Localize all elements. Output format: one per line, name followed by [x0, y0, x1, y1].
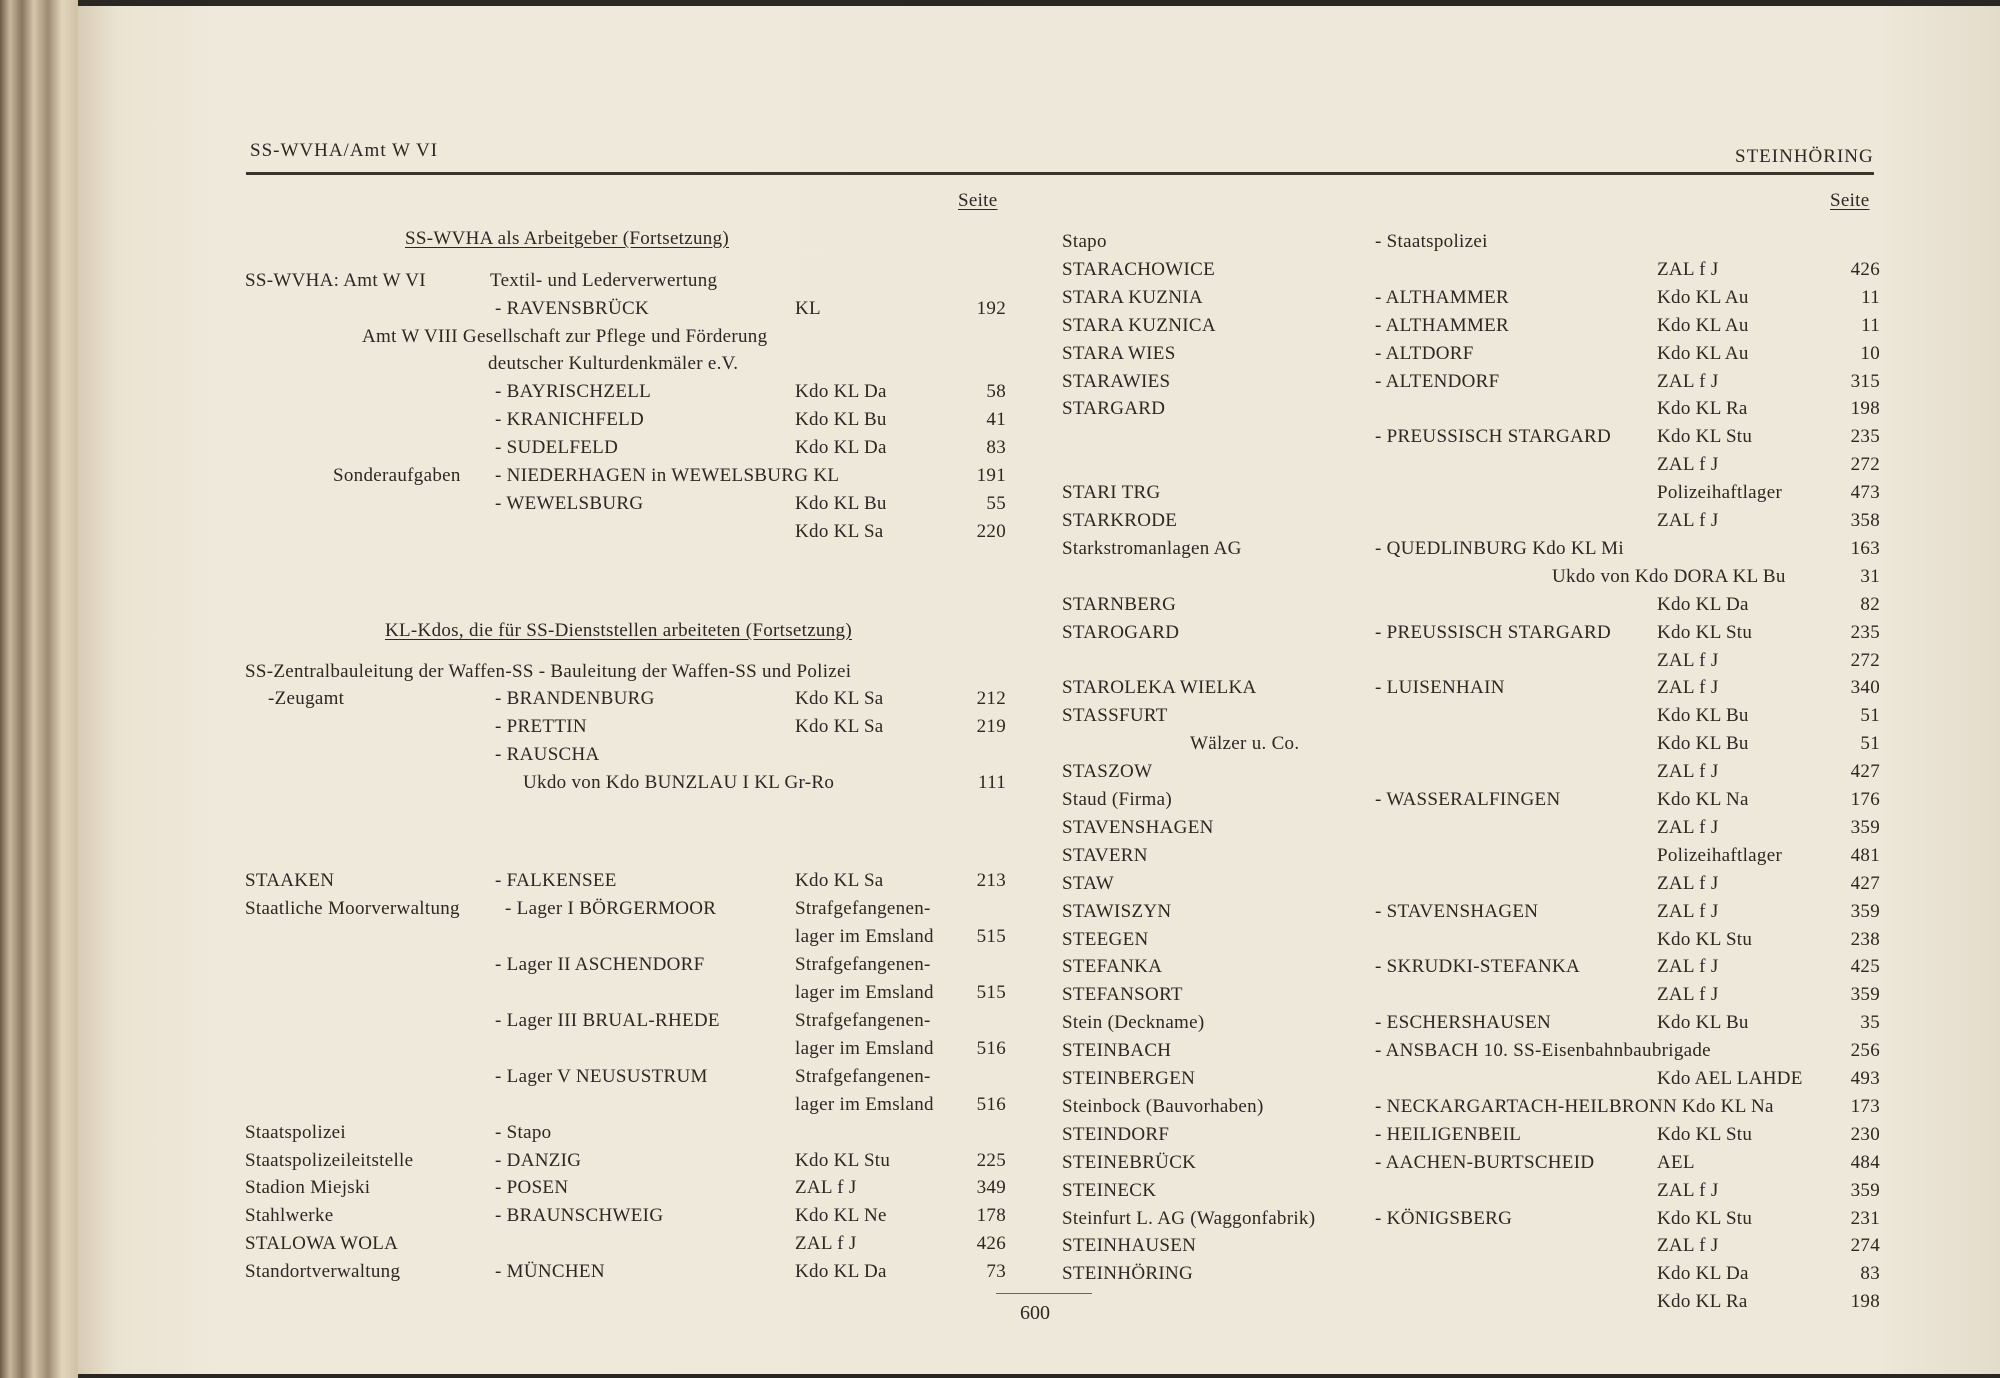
entry-name: STAROLEKA WIELKA [1062, 677, 1257, 698]
entry-page: 349 [976, 1177, 1006, 1198]
entry-page: 51 [1860, 705, 1880, 726]
entry-name: STASZOW [1062, 761, 1153, 782]
entry-name: STARNBERG [1062, 594, 1177, 615]
entry-page: 83 [986, 437, 1006, 458]
entry-page: 481 [1850, 845, 1880, 866]
entry-page: 219 [976, 716, 1006, 737]
entry-name: STEINBERGEN [1062, 1068, 1196, 1089]
entry-page: 359 [1850, 817, 1880, 838]
entry-type: lager im Emsland [795, 926, 934, 947]
entry-type: Kdo KL Bu [1657, 733, 1749, 754]
entry-page: 272 [1850, 454, 1880, 475]
entry-name: STARA KUZNICA [1062, 315, 1216, 336]
entry-name: STARKRODE [1062, 510, 1178, 531]
entry-page: 426 [1850, 259, 1880, 280]
entry-place: - BAYRISCHZELL [495, 381, 652, 402]
entry-place: - KÖNIGSBERG [1375, 1208, 1513, 1229]
entry-type: Strafgefangenen- [795, 898, 931, 919]
entry-type: Polizeihaftlager [1657, 845, 1783, 866]
entry-type: Kdo KL Da [1657, 594, 1749, 615]
entry-type: ZAL f J [1657, 761, 1719, 782]
entry-type: KL [795, 298, 821, 319]
entry-type: Kdo KL Ra [1657, 1291, 1748, 1312]
entry-type: Kdo AEL LAHDE [1657, 1068, 1803, 1089]
seite-label-right: Seite [1830, 190, 1870, 211]
entry-page: 225 [976, 1150, 1006, 1171]
entry-place: - WASSERALFINGEN [1375, 789, 1561, 810]
entry-type: Kdo KL Ne [795, 1205, 887, 1226]
entry-name: STEINHÖRING [1062, 1263, 1194, 1284]
entry-page: 82 [1860, 594, 1880, 615]
entry-type: ZAL f J [1657, 371, 1719, 392]
entry-name: Sonderaufgaben [333, 465, 461, 486]
entry-name: STEINDORF [1062, 1124, 1170, 1145]
entry-page: 359 [1850, 984, 1880, 1005]
entry-type: ZAL f J [1657, 873, 1719, 894]
entry-name: STEFANKA [1062, 956, 1163, 977]
entry-type: Kdo KL Bu [1657, 1012, 1749, 1033]
entry-place: - Lager III BRUAL-RHEDE [495, 1010, 720, 1031]
page-number-rule [996, 1293, 1092, 1294]
entry-type: Kdo KL Ra [1657, 398, 1748, 419]
entry-place: - Stapo [495, 1122, 552, 1143]
entry-place: - ANSBACH 10. SS-Eisenbahnbaubrigade [1375, 1040, 1711, 1061]
entry-name: Staatspolizei [245, 1122, 346, 1143]
entry-name: STEINHAUSEN [1062, 1235, 1197, 1256]
entry-type: Kdo KL Bu [795, 409, 887, 430]
entry-page: 73 [986, 1261, 1006, 1282]
entry-sub: Ukdo von Kdo BUNZLAU I KL Gr-Ro [523, 772, 835, 793]
entry-name: Stahlwerke [245, 1205, 334, 1226]
entry-name: STEEGEN [1062, 929, 1149, 950]
entry-type: Polizeihaftlager [1657, 482, 1783, 503]
entry-type: Kdo KL Stu [1657, 622, 1753, 643]
entry-type: Kdo KL Da [795, 437, 887, 458]
entry-place: - MÜNCHEN [495, 1261, 605, 1282]
entry-page: 173 [1850, 1096, 1880, 1117]
entry-name: STEINBACH [1062, 1040, 1172, 1061]
entry-type: Kdo KL Da [1657, 1263, 1749, 1284]
entry-name: STAW [1062, 873, 1114, 894]
entry-sub: deutscher Kulturdenkmäler e.V. [488, 353, 739, 374]
entry-page: 256 [1850, 1040, 1880, 1061]
seite-label-left: Seite [958, 190, 998, 211]
entry-page: 493 [1850, 1068, 1880, 1089]
entry-page: 41 [986, 409, 1006, 430]
entry-name: Staatspolizeileitstelle [245, 1150, 414, 1171]
entry-name: STARGARD [1062, 398, 1166, 419]
entry-page: 11 [1861, 287, 1880, 308]
entry-page: 35 [1860, 1012, 1880, 1033]
entry-name: STEINECK [1062, 1180, 1157, 1201]
entry-place: - SKRUDKI-STEFANKA [1375, 956, 1581, 977]
entry-name: STEFANSORT [1062, 984, 1183, 1005]
entry-type: Kdo KL Stu [795, 1150, 891, 1171]
entry-name: Standortverwaltung [245, 1261, 401, 1282]
entry-name: STAWISZYN [1062, 901, 1172, 922]
entry-place: - FALKENSEE [495, 870, 617, 891]
entry-type: lager im Emsland [795, 982, 934, 1003]
entry-page: 235 [1850, 622, 1880, 643]
entry-place: - HEILIGENBEIL [1375, 1124, 1522, 1145]
entry-type: Kdo KL Stu [1657, 1124, 1753, 1145]
entry-type: lager im Emsland [795, 1094, 934, 1115]
entry-page: 426 [976, 1233, 1006, 1254]
entry-page: 235 [1850, 426, 1880, 447]
entry-name: STAAKEN [245, 870, 335, 891]
entry-place: - PREUSSISCH STARGARD [1375, 426, 1611, 447]
entry-page: 473 [1850, 482, 1880, 503]
entry-place: - Lager V NEUSUSTRUM [495, 1066, 708, 1087]
entry-type: Kdo KL Stu [1657, 426, 1753, 447]
entry-page: 359 [1850, 901, 1880, 922]
entry-place: - Lager I BÖRGERMOOR [505, 898, 717, 919]
entry-type: Kdo KL Stu [1657, 1208, 1753, 1229]
entry-page: 315 [1850, 371, 1880, 392]
entry-page: 198 [1850, 1291, 1880, 1312]
entry-type: Kdo KL Stu [1657, 929, 1753, 950]
entry-place: - BRAUNSCHWEIG [495, 1205, 664, 1226]
entry-type: ZAL f J [1657, 1180, 1719, 1201]
entry-page: 192 [976, 298, 1006, 319]
section-heading-kl-kdos: KL-Kdos, die für SS-Dienststellen arbeiteten (Fortsetzung) [385, 620, 852, 641]
running-head-left: SS-WVHA/Amt W VI [250, 140, 439, 161]
entry-type: AEL [1657, 1152, 1695, 1173]
entry-type: ZAL f J [795, 1233, 857, 1254]
entry-place: - KRANICHFELD [495, 409, 645, 430]
entry-place: - STAVENSHAGEN [1375, 901, 1539, 922]
entry-place: - BRANDENBURG [495, 688, 655, 709]
entry-page: 238 [1850, 929, 1880, 950]
entry-name: SS-WVHA: Amt W VI [245, 270, 426, 291]
entry-type: ZAL f J [1657, 677, 1719, 698]
header-rule [246, 172, 1874, 175]
entry-place: - NECKARGARTACH-HEILBRONN Kdo KL Na [1375, 1096, 1774, 1117]
entry-type: ZAL f J [1657, 1235, 1719, 1256]
entry-page: 213 [976, 870, 1006, 891]
entry-type: Kdo KL Da [795, 1261, 887, 1282]
entry-place: - WEWELSBURG [495, 493, 644, 514]
entry-page: 10 [1860, 343, 1880, 364]
entry-type: Kdo KL Au [1657, 287, 1749, 308]
entry-type: ZAL f J [1657, 259, 1719, 280]
entry-place: - Staatspolizei [1375, 231, 1488, 252]
entry-page: 163 [1850, 538, 1880, 559]
entry-place: Ukdo von Kdo DORA KL Bu [1552, 566, 1786, 587]
entry-type: Kdo KL Da [795, 381, 887, 402]
entry-page: 425 [1850, 956, 1880, 977]
entry-type: Kdo KL Na [1657, 789, 1749, 810]
entry-name: STAROGARD [1062, 622, 1180, 643]
entry-name: Stapo [1062, 231, 1107, 252]
page-number: 600 [1020, 1302, 1050, 1324]
entry-page: 274 [1850, 1235, 1880, 1256]
entry-name: -Zeugamt [268, 688, 345, 709]
entry-type: ZAL f J [1657, 650, 1719, 671]
entry-name: STARA WIES [1062, 343, 1176, 364]
entry-page: 55 [986, 493, 1006, 514]
entry-name: Staatliche Moorverwaltung [245, 898, 460, 919]
entry-page: 198 [1850, 398, 1880, 419]
entry-place: - ALTHAMMER [1375, 287, 1510, 308]
entry-type: ZAL f J [795, 1177, 857, 1198]
entry-page: 230 [1850, 1124, 1880, 1145]
entry-place: - AACHEN-BURTSCHEID [1375, 1152, 1595, 1173]
entry-name: Steinbock (Bauvorhaben) [1062, 1096, 1264, 1117]
entry-page: 111 [978, 772, 1006, 793]
entry-page: 11 [1861, 315, 1880, 336]
entry-page: 516 [976, 1038, 1006, 1059]
entry-page: 427 [1850, 761, 1880, 782]
book-binding [0, 0, 78, 1378]
entry-type: Kdo KL Au [1657, 343, 1749, 364]
entry-type: ZAL f J [1657, 984, 1719, 1005]
entry-name: Staud (Firma) [1062, 789, 1172, 810]
entry-place: - ALTDORF [1375, 343, 1474, 364]
entry-page: 178 [976, 1205, 1006, 1226]
entry-name: SS-Zentralbauleitung der Waffen-SS - Bauleitung der Waffen-SS und Polizei [245, 661, 852, 682]
entry-type: ZAL f J [1657, 510, 1719, 531]
entry-place: - POSEN [495, 1177, 569, 1198]
entry-place: - ESCHERSHAUSEN [1375, 1012, 1552, 1033]
entry-place: - LUISENHAIN [1375, 677, 1505, 698]
entry-type: Strafgefangenen- [795, 1066, 931, 1087]
entry-name: STASSFURT [1062, 705, 1168, 726]
entry-place: - PREUSSISCH STARGARD [1375, 622, 1611, 643]
entry-page: 427 [1850, 873, 1880, 894]
entry-type: Strafgefangenen- [795, 954, 931, 975]
entry-place: - PRETTIN [495, 716, 587, 737]
entry-page: 58 [986, 381, 1006, 402]
entry-page: 212 [976, 688, 1006, 709]
entry-type: Kdo KL Sa [795, 688, 884, 709]
entry-name: STARI TRG [1062, 482, 1161, 503]
entry-page: 340 [1850, 677, 1880, 698]
entry-place: - SUDELFELD [495, 437, 619, 458]
entry-name: STARA KUZNIA [1062, 287, 1203, 308]
section-heading-arbeitgeber: SS-WVHA als Arbeitgeber (Fortsetzung) [405, 228, 730, 249]
entry-place: - QUEDLINBURG Kdo KL Mi [1375, 538, 1624, 559]
entry-name: STAVENSHAGEN [1062, 817, 1214, 838]
entry-page: 359 [1850, 1180, 1880, 1201]
entry-name: Stadion Miejski [245, 1177, 371, 1198]
entry-name: Starkstromanlagen AG [1062, 538, 1242, 559]
entry-type: ZAL f J [1657, 817, 1719, 838]
entry-name: STALOWA WOLA [245, 1233, 399, 1254]
entry-type: lager im Emsland [795, 1038, 934, 1059]
entry-page: 191 [976, 465, 1006, 486]
entry-name: STARACHOWICE [1062, 259, 1216, 280]
entry-page: 484 [1850, 1152, 1880, 1173]
entry-page: 272 [1850, 650, 1880, 671]
entry-page: 51 [1860, 733, 1880, 754]
entry-sub: Textil- und Lederverwertung [490, 270, 718, 291]
entry-name: STAVERN [1062, 845, 1148, 866]
entry-name: STEINEBRÜCK [1062, 1152, 1197, 1173]
entry-page: 231 [1850, 1208, 1880, 1229]
entry-name: Steinfurt L. AG (Waggonfabrik) [1062, 1208, 1316, 1229]
entry-page: 83 [1860, 1263, 1880, 1284]
entry-place: - DANZIG [495, 1150, 582, 1171]
entry-type: ZAL f J [1657, 454, 1719, 475]
entry-type: Kdo KL Bu [1657, 705, 1749, 726]
entry-place: - RAUSCHA [495, 744, 600, 765]
entry-type: Kdo KL Au [1657, 315, 1749, 336]
entry-place: Wälzer u. Co. [1190, 733, 1300, 754]
entry-page: 220 [976, 521, 1006, 542]
entry-place: - RAVENSBRÜCK [495, 298, 649, 319]
entry-type: Kdo KL Sa [795, 521, 884, 542]
entry-name: STARAWIES [1062, 371, 1171, 392]
entry-place: - ALTENDORF [1375, 371, 1500, 392]
entry-page: 31 [1860, 566, 1880, 587]
entry-name: Stein (Deckname) [1062, 1012, 1205, 1033]
entry-type: ZAL f J [1657, 901, 1719, 922]
entry-sub: Amt W VIII Gesellschaft zur Pflege und Förderung [362, 326, 768, 347]
entry-page: 176 [1850, 789, 1880, 810]
entry-page: 515 [976, 982, 1006, 1003]
entry-page: 358 [1850, 510, 1880, 531]
entry-type: Kdo KL Bu [795, 493, 887, 514]
entry-place: - ALTHAMMER [1375, 315, 1510, 336]
entry-page: 516 [976, 1094, 1006, 1115]
entry-page: 515 [976, 926, 1006, 947]
entry-type: Kdo KL Sa [795, 870, 884, 891]
entry-type: Kdo KL Sa [795, 716, 884, 737]
entry-type: Strafgefangenen- [795, 1010, 931, 1031]
entry-place: - NIEDERHAGEN in WEWELSBURG KL [495, 465, 840, 486]
entry-place: - Lager II ASCHENDORF [495, 954, 705, 975]
entry-type: ZAL f J [1657, 956, 1719, 977]
running-head-right: STEINHÖRING [1735, 146, 1874, 167]
